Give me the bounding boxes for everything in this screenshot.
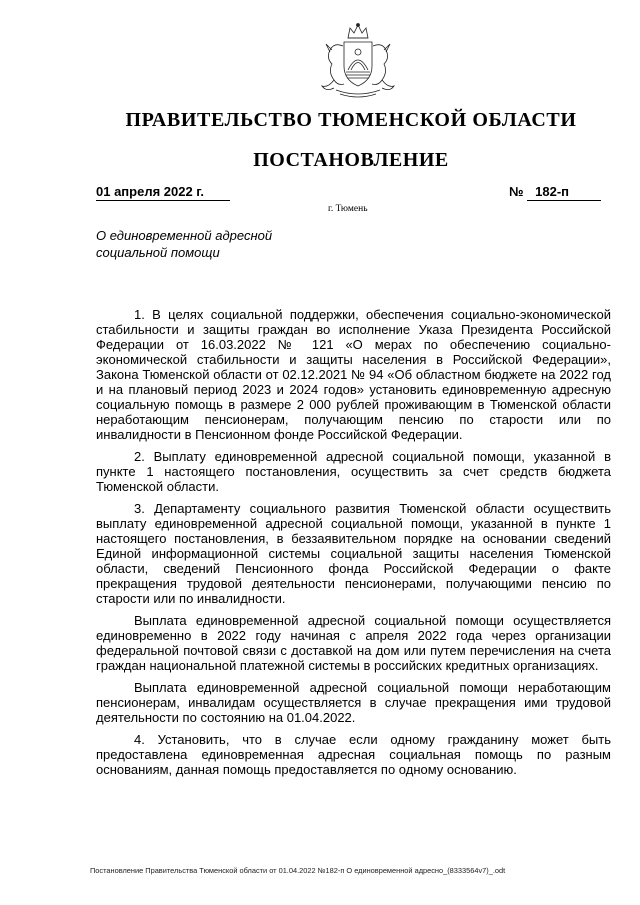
body-paragraph: Выплата единовременной адресной социальной помощи осуществляется единовременно в 2022 году начиная с апреля 2022 года через организации федеральной почтовой связи с доставкой на дом или путем перечисления на счета граждан национальной платежной системы в российских кредитных организациях. (96, 613, 611, 673)
subject-line: социальной помощи (96, 245, 220, 260)
body-paragraph: 1. В целях социальной поддержки, обеспечения социально-экономической стабильности и защиты граждан во исполнение Указа Президента Российской Федерации от 16.03.2022 № 121 «О мерах по обеспечению социально-экономической стабильности и защиты населения в Российской Федерации», Закона Тюменской области от 02.12.2021 № 94 «Об областном бюджете на 2022 год и на плановый период 2023 и 2024 годов» установить единовременную адресную социальную помощь в размере 2 000 рублей проживающим в Тюменской области неработающим пенсионерам, получающим пенсию по старости или по инвалидности в Пенсионном фонде Российской Федерации. (96, 307, 611, 442)
number-value: 182-п (527, 184, 601, 201)
document-subject (96, 227, 316, 261)
body-paragraph: Выплата единовременной адресной социальной помощи неработающим пенсионерам, инвалидам осуществляется в случае прекращения ими трудовой деятельности по состоянию на 01.04.2022. (96, 680, 611, 725)
body-paragraph: 3. Департаменту социального развития Тюменской области осуществить выплату единовременной адресной социальной помощи, указанной в пункте 1 настоящего постановления, в беззаявительном порядке на основании сведений Единой информационной системы социальной защиты населения Тюменской области, сведений Пенсионного фонда Российской Федерации о факте прекращения трудовой деятельности пенсионерами, получающими пенсию по старости или по инвалидности. (96, 501, 611, 606)
document-body (96, 307, 611, 784)
body-paragraph: 4. Установить, что в случае если одному гражданину может быть предоставлена единовременная адресная социальная помощь по разным основаниям, данная помощь предоставляется по одному основанию. (96, 732, 611, 777)
document-footer: Постановление Правительства Тюменской области от 01.04.2022 №182-п О единовременной адресно_(8333564v7)_.odt (90, 866, 506, 875)
document-number (509, 184, 601, 201)
coat-of-arms-emblem (312, 22, 404, 100)
number-sign: № (509, 184, 524, 199)
document-date: 01 апреля 2022 г. (96, 184, 230, 201)
city-label: г. Тюмень (328, 204, 368, 214)
document-type-title: ПОСТАНОВЛЕНИЕ (253, 149, 449, 171)
government-title: ПРАВИТЕЛЬСТВО ТЮМЕНСКОЙ ОБЛАСТИ (125, 109, 577, 131)
subject-line: О единовременной адресной (96, 228, 273, 243)
body-paragraph: 2. Выплату единовременной адресной социальной помощи, указанной в пункте 1 настоящего постановления, осуществить за счет средств бюджета Тюменской области. (96, 449, 611, 494)
